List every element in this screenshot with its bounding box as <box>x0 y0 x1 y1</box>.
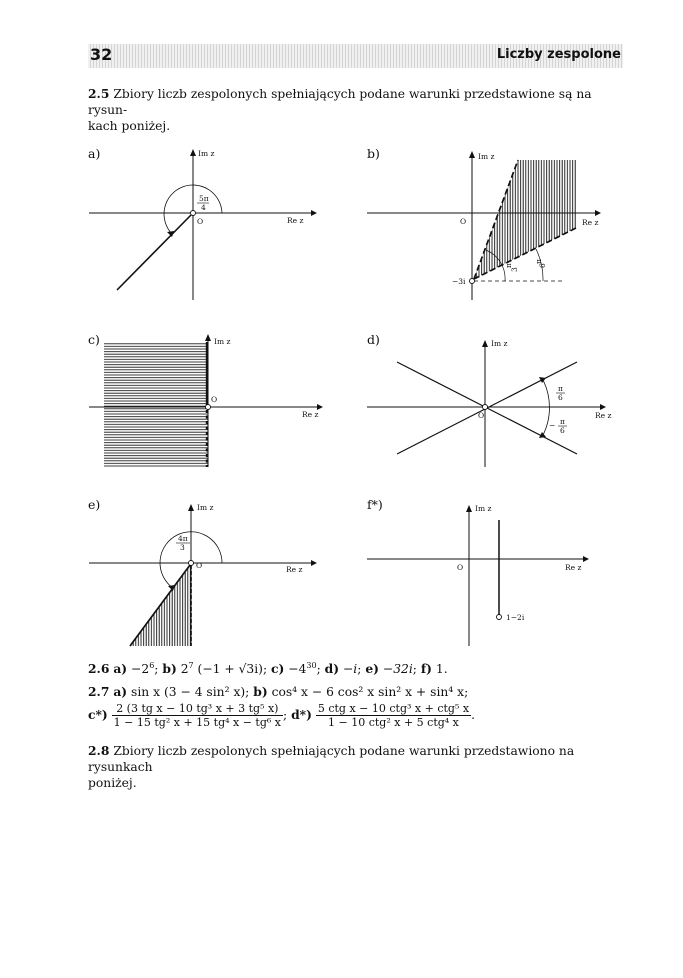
fraction-c-numerator: 2 (3 tg x − 10 tg³ x + 3 tg⁵ x) <box>112 702 283 716</box>
arrow-up-icon <box>469 151 475 158</box>
value-e: −32i <box>382 662 413 677</box>
figure-c-label: c) <box>88 332 100 347</box>
answer-2-6: 2.6 $a) -2^6$; b) $2^7$ (−1 + √3i); $c) -4^{30}$; d) −i; e) −32i; f) 1. <box>88 661 448 677</box>
origin-label: O <box>478 411 485 420</box>
exp-c: 30 <box>306 661 317 670</box>
arrow-right-icon <box>595 210 601 216</box>
angle-pi6-den: 6 <box>558 393 563 402</box>
value-b: cos⁴ x − 6 cos² x sin² x + sin⁴ x; <box>271 685 469 699</box>
arrow-right-icon <box>311 560 317 566</box>
im-axis-label: Im z <box>214 337 231 346</box>
origin-label: O <box>211 395 218 404</box>
angle-pi3-num: π <box>504 263 513 268</box>
fraction-c <box>112 702 283 729</box>
fraction-d-numerator: 5 ctg x − 10 ctg³ x + ctg⁵ x <box>317 702 470 715</box>
point-minus-3i <box>470 279 475 284</box>
angle-minus-pi6-den: 6 <box>560 426 565 435</box>
arrow-up-icon <box>190 149 196 156</box>
origin-label: O <box>460 217 467 226</box>
figure-a-label: a) <box>88 146 101 161</box>
item-c: c*) <box>88 707 108 722</box>
im-axis-label: Im z <box>475 504 492 513</box>
value-a: −2 <box>131 662 150 677</box>
value-d: −i <box>343 662 358 677</box>
exp-a: 6 <box>149 661 155 670</box>
angle-pi6-num: π <box>558 384 563 393</box>
arrow-up-icon <box>188 504 194 511</box>
problem-number: 2.5 <box>88 86 110 101</box>
item-c: c) <box>271 661 285 677</box>
shaded-half-plane <box>104 343 208 467</box>
value-a: sin x (3 − 4 sin² x) <box>131 685 246 699</box>
value-f: 1. <box>435 662 448 677</box>
figure-e-graph <box>89 503 317 646</box>
item-b: b) <box>162 661 177 677</box>
value-b-rest: (−1 + √3i) <box>197 662 263 677</box>
figure-d-label: d) <box>367 332 380 347</box>
figure-f-graph <box>367 504 589 646</box>
point-label: 1−2i <box>506 613 525 622</box>
figure-c-graph <box>89 334 323 467</box>
angle-minus-sign: − <box>549 421 556 430</box>
origin-label: O <box>457 563 464 572</box>
figure-b-label: b) <box>367 146 380 161</box>
problem-number: 2.8 <box>88 743 110 758</box>
im-axis-label: Im z <box>478 152 495 161</box>
re-axis-label: Re z <box>286 565 303 574</box>
angle-numerator: 4π <box>178 534 188 543</box>
angle-denominator: 4 <box>201 203 206 212</box>
problem-text-cont: kach poniżej. <box>88 119 171 133</box>
problem-2-8 <box>88 743 628 791</box>
item-d: d) <box>324 661 340 677</box>
figure-e-label: e) <box>88 497 101 512</box>
answer-2-7: 2.7 a) sin x (3 − 4 sin² x); b) cos⁴ x − 6 cos² x sin² x + sin⁴ x; <box>88 684 469 699</box>
figure-b-graph <box>367 151 601 300</box>
angle-pi6-num: π <box>534 259 543 264</box>
point-1-minus-2i <box>497 615 502 620</box>
figure-d-graph <box>367 339 611 467</box>
arc-arrow-up-icon <box>539 377 546 383</box>
shaded-region <box>474 160 576 279</box>
item-e: e) <box>365 661 379 677</box>
origin-point <box>191 211 196 216</box>
re-axis-label: Re z <box>582 218 599 227</box>
re-axis-label: Re z <box>302 410 319 419</box>
origin-label: O <box>197 217 204 226</box>
figure-f-label: f*) <box>367 497 383 512</box>
item-a: a) <box>113 661 128 677</box>
arrow-right-icon <box>311 210 317 216</box>
fraction-d-denominator: 1 − 10 ctg² x + 5 ctg⁴ x <box>328 716 459 729</box>
fraction-c-denominator: 1 − 15 tg² x + 15 tg⁴ x − tg⁶ x <box>113 716 282 729</box>
angle-pi6-den: 6 <box>538 263 547 268</box>
angle-denominator: 3 <box>180 543 185 552</box>
arrow-up-icon <box>482 340 488 347</box>
answer-2-7-fractions: c*) $\frac{\text{2 (3 tg x − 10 tg³ x + 3 tg⁵ x)}}{\text{1 − 15 tg² x + 15 tg⁴ x − tg⁶ x}}$ ; d*) $\frac{\text{5 ctg x − 10 ctg³ x + ctg⁵ x}}{\text{1 − 10 ctg² x + 5 ctg⁴ x}}$ . <box>88 702 475 729</box>
value-c: −4 <box>288 662 307 677</box>
fraction-d <box>316 702 471 729</box>
arrow-right-icon <box>583 556 589 562</box>
point-label: −3i <box>452 277 466 286</box>
re-axis-label: Re z <box>287 216 304 225</box>
im-axis-label: Im z <box>198 149 215 158</box>
origin-label: O <box>196 561 203 570</box>
problem-text: Zbiory liczb zespolonych spełniających podane warunki przedstawione są na rysun- <box>88 87 592 117</box>
problem-text: Zbiory liczb zespolonych spełniających podane warunki przedstawiono na rysunkach <box>88 744 575 774</box>
page-number: 32 <box>90 45 113 64</box>
chapter-title: Liczby zespolone <box>496 47 621 62</box>
value-b: 2 <box>180 662 189 677</box>
re-axis-label: Re z <box>595 411 612 420</box>
im-axis-label: Im z <box>491 339 508 348</box>
ray <box>117 215 191 290</box>
angle-pi3-den: 3 <box>510 267 519 272</box>
problem-text-cont: poniżej. <box>88 776 137 790</box>
re-axis-label: Re z <box>565 563 582 572</box>
answer-number: 2.7 <box>88 684 110 699</box>
angle-minus-pi6-num: π <box>560 417 565 426</box>
item-f: f) <box>420 661 432 677</box>
origin-point <box>206 405 211 410</box>
item-a: a) <box>113 684 128 699</box>
arrow-up-icon <box>466 505 472 512</box>
item-b: b) <box>253 684 268 699</box>
angle-numerator: 5π <box>199 194 209 203</box>
item-d: d*) <box>291 707 312 722</box>
exp-b: 7 <box>188 661 194 670</box>
arrow-right-icon <box>600 404 606 410</box>
origin-point <box>189 561 194 566</box>
origin-point <box>483 405 488 410</box>
figure-a-graph <box>89 149 317 300</box>
im-axis-label: Im z <box>197 503 214 512</box>
arrow-up-icon <box>205 334 211 341</box>
answer-number: 2.6 <box>88 661 110 677</box>
